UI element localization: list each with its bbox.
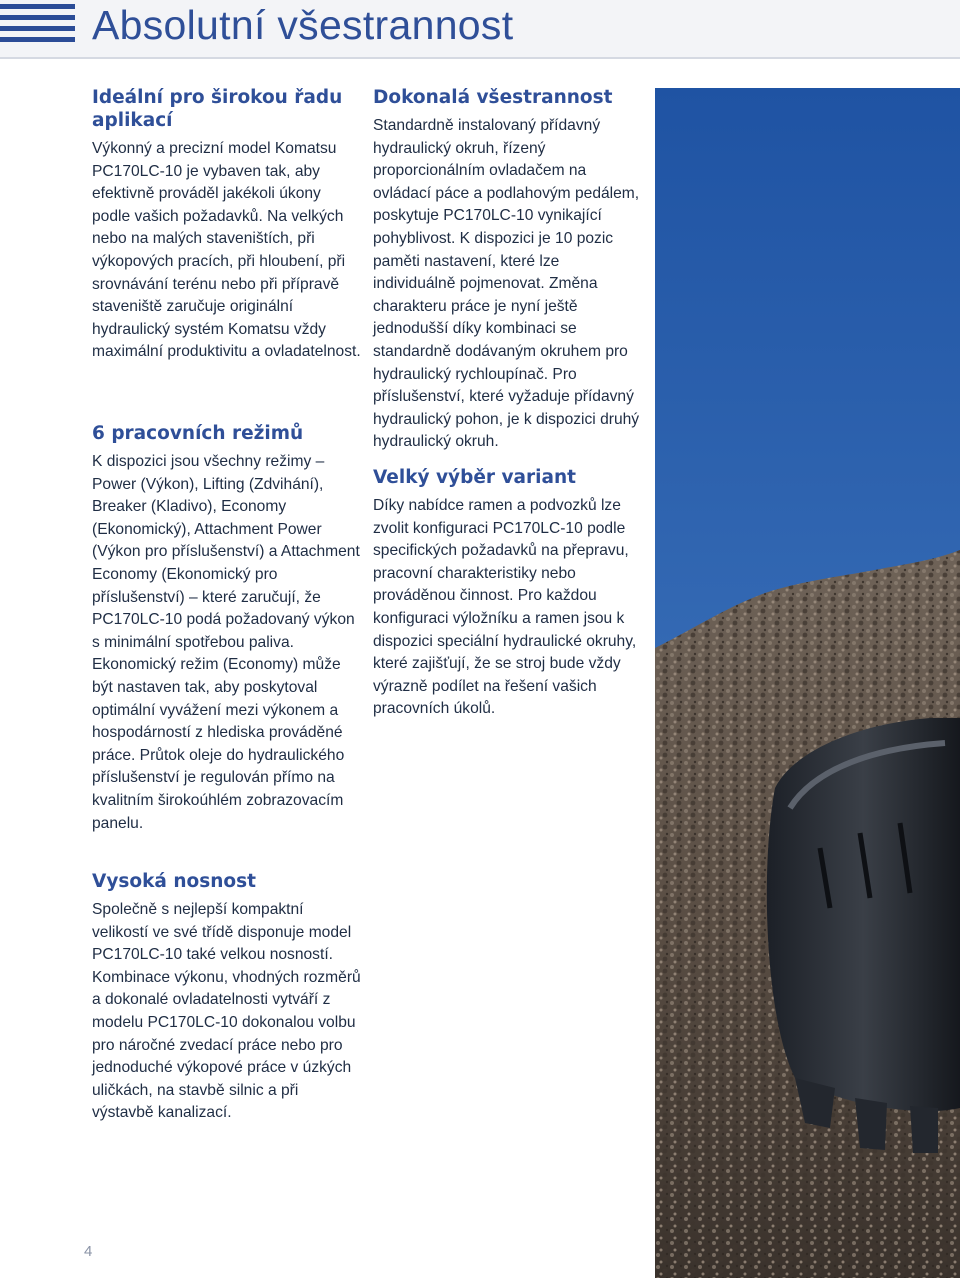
photo-illustration (655, 88, 960, 1278)
section-heading: Vysoká nosnost (92, 871, 256, 892)
section-variants (373, 466, 643, 721)
section-heading: Ideální pro širokou řadu aplikací (92, 87, 343, 131)
section-modes (92, 422, 362, 835)
page-title: Absolutní všestrannost (92, 2, 514, 48)
section-ideal (92, 86, 362, 364)
brand-stripes-icon (0, 4, 75, 40)
section-heading: Dokonalá všestrannost (373, 87, 613, 108)
section-body: Standardně instalovaný přídavný hydraulický okruh, řízený proporcionálním ovladačem na ovládací páce a podlahovým pedálem, poskytuje PC170LC-10 vynikající pohyblivost. K dispozici je 10 pozic paměti nastavení, které lze individuálně pojmenovat. Změna charakteru práce je nyní ještě jednodušší díky kombinaci se standardně dodávaným okruhem pro hydraulický rychloupínač. Pro příslušenství, které vyžaduje přídavný hydraulický pohon, je k dispozici druhý hydraulický okruh. (373, 117, 640, 451)
page-number: 4 (84, 1243, 93, 1260)
section-body: Výkonný a precizní model Komatsu PC170LC-10 je vybaven tak, aby efektivně prováděl jakékoli úkony podle vašich požadavků. Na velkých nebo na malých staveništích, při výkopových pracích, při hloubení, při srovnávání terénu nebo při přípravě staveniště zaručuje originální hydraulický systém Komatsu vždy maximální produktivitu a ovladatelnost. (92, 140, 361, 361)
excavator-bucket-photo (655, 88, 960, 1278)
section-heading: Velký výběr variant (373, 467, 576, 488)
section-capacity (92, 870, 362, 1125)
section-heading: 6 pracovních režimů (92, 423, 304, 444)
section-body: Společně s nejlepší kompaktní velikostí ve své třídě disponuje model PC170LC-10 také velkou nosností. Kombinace výkonu, vhodných rozměrů a dokonalé ovladatelnosti vytváří z modelu PC170LC-10 dokonalou volbu pro náročné zvedací práce nebo pro jednoduché výkopové práce v úzkých uličkách, na stavbě silnic a při výstavbě kanalizací. (92, 901, 361, 1122)
section-body: K dispozici jsou všechny režimy – Power (Výkon), Lifting (Zdvihání), Breaker (Kladivo), Economy (Ekonomický), Attachment Power (Výkon pro příslušenství) a Attachment Economy (Ekonomický pro příslušenství) – které zaručují, že PC170LC-10 podá požadovaný výkon s minimální spotřebou paliva. Ekonomický režim (Economy) může být nastaven tak, aby poskytoval optimální vyvážení mezi výkonem a hospodárností z hlediska prováděné práce. Průtok oleje do hydraulického příslušenství je regulován přímo na kvalitním širokoúhlém zobrazovacím panelu. (92, 453, 360, 832)
section-versatility (373, 86, 643, 454)
section-body: Díky nabídce ramen a podvozků lze zvolit konfiguraci PC170LC-10 podle specifických požadavků na přepravu, pracovní charakteristiky nebo prováděnou činnost. Pro každou konfiguraci výložníku a ramen jsou k dispozici speciální hydraulické okruhy, které zajišťují, že se stroj bude vždy výrazně podílet na řešení vašich pracovních úkolů. (373, 497, 637, 718)
header-divider (0, 57, 960, 59)
